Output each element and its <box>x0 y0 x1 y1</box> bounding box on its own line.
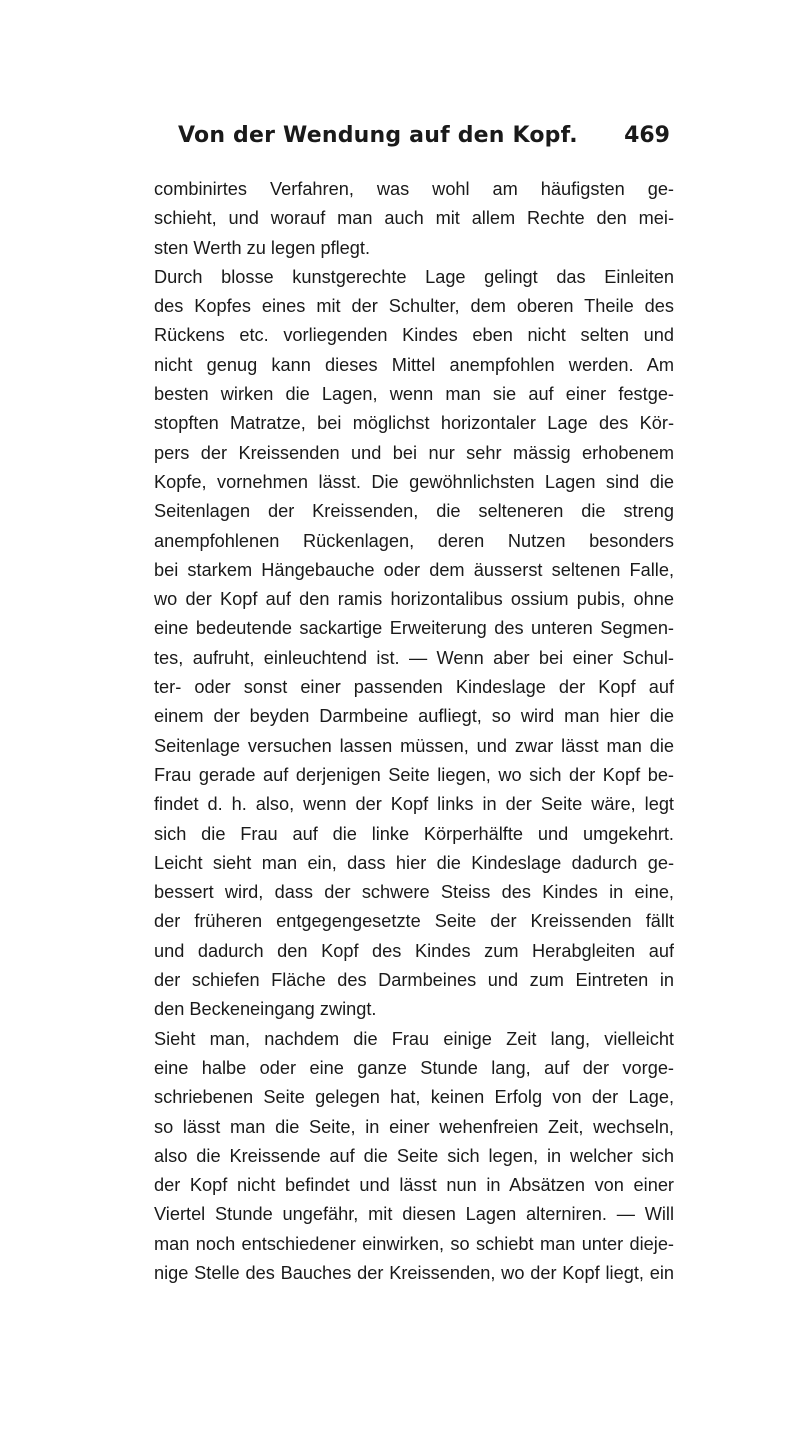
text-line: eine halbe oder eine ganze Stunde lang, auf der vorge- <box>154 1057 674 1078</box>
text-line: besten wirken die Lagen, wenn man sie auf einer festge- <box>154 384 674 405</box>
text-line: nige Stelle des Bauches der Kreissenden, wo der Kopf liegt, ein <box>154 1262 674 1283</box>
text-line: nicht genug kann dieses Mittel anempfohlen werden. Am <box>154 354 674 375</box>
text-line: der schiefen Fläche des Darmbeines und zum Eintreten in <box>154 970 674 991</box>
text-line: Frau gerade auf derjenigen Seite liegen, wo sich der Kopf be- <box>154 764 674 785</box>
text-line: Viertel Stunde ungefähr, mit diesen Lagen alterniren. — Will <box>154 1204 674 1225</box>
text-line: eine bedeutende sackartige Erweiterung des unteren Segmen- <box>154 618 674 639</box>
text-line: so lässt man die Seite, in einer wehenfreien Zeit, wechseln, <box>154 1116 674 1137</box>
text-line: findet d. h. also, wenn der Kopf links in der Seite wäre, legt <box>154 794 674 815</box>
text-line: den Beckeneingang zwingt. <box>154 999 377 1020</box>
text-line: Sieht man, nachdem die Frau einige Zeit lang, vielleicht <box>154 1028 674 1049</box>
text-line: Rückens etc. vorliegenden Kindes eben nicht selten und <box>154 325 674 346</box>
text-line: schieht, und worauf man auch mit allem Rechte den mei- <box>154 208 674 229</box>
text-line: combinirtes Verfahren, was wohl am häufigsten ge- <box>154 179 674 199</box>
text-line: einem der beyden Darmbeine aufliegt, so wird man hier die <box>154 706 674 727</box>
text-line: Seitenlagen der Kreissenden, die selteneren die streng <box>154 501 674 522</box>
text-line: Seitenlage versuchen lassen müssen, und zwar lässt man die <box>154 735 674 756</box>
text-line: bei starkem Hängebauche oder dem äusserst seltenen Falle, <box>154 559 674 580</box>
text-line: der Kopf nicht befindet und lässt nun in Absätzen von einer <box>154 1175 674 1196</box>
text-line: der früheren entgegengesetzte Seite der Kreissenden fällt <box>154 911 674 932</box>
text-line: man noch entschiedener einwirken, so schiebt man unter dieje- <box>154 1233 674 1254</box>
text-line: des Kopfes eines mit der Schulter, dem oberen Theile des <box>154 296 674 317</box>
page-number: 469 <box>624 123 670 148</box>
text-line: Leicht sieht man ein, dass hier die Kindeslage dadurch ge- <box>154 852 674 873</box>
running-title: Von der Wendung auf den Kopf. <box>178 123 578 148</box>
text-line: wo der Kopf auf den ramis horizontalibus ossium pubis, ohne <box>154 589 674 610</box>
text-line: Kopfe, vornehmen lässt. Die gewöhnlichsten Lagen sind die <box>154 471 674 492</box>
text-line: anempfohlenen Rückenlagen, deren Nutzen besonders <box>154 530 674 551</box>
text-line: also die Kreissende auf die Seite sich legen, in welcher sich <box>154 1145 674 1166</box>
text-line: stopften Matratze, bei möglichst horizontaler Lage des Kör- <box>154 413 674 434</box>
text-line: pers der Kreissenden und bei nur sehr mässig erhobenem <box>154 442 674 463</box>
text-line: ter- oder sonst einer passenden Kindeslage der Kopf auf <box>154 677 674 698</box>
text-line: schriebenen Seite gelegen hat, keinen Erfolg von der Lage, <box>154 1087 674 1108</box>
text-line: Durch blosse kunstgerechte Lage gelingt das Einleiten <box>154 266 674 287</box>
text-line: bessert wird, dass der schwere Steiss des Kindes in eine, <box>154 882 674 903</box>
body-text <box>154 175 674 1288</box>
text-line: sich die Frau auf die linke Körperhälfte und umgekehrt. <box>154 823 674 844</box>
text-line: tes, aufruht, einleuchtend ist. — Wenn aber bei einer Schul- <box>154 647 674 668</box>
text-line: sten Werth zu legen pflegt. <box>154 237 371 258</box>
text-line: und dadurch den Kopf des Kindes zum Herabgleiten auf <box>154 940 674 961</box>
running-head <box>150 117 670 157</box>
